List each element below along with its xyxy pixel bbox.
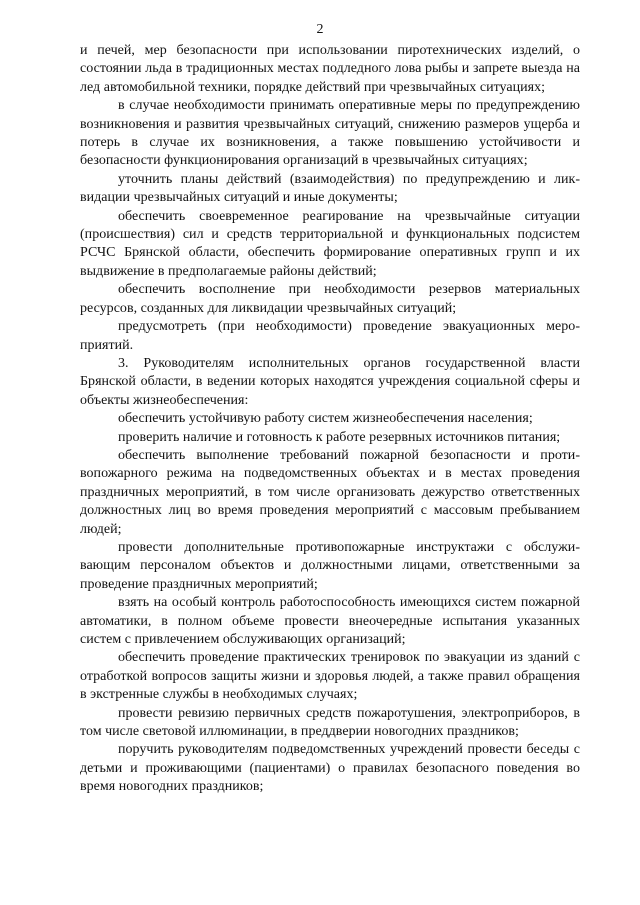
- paragraph: обеспечить своевременное реагирование на чрезвычайные ситуации (происшествия) сил и средств территориальной и функциональных подсистем РСЧС Брянской области, обеспечить формирование оперативных групп и их выдвижение в предполагаемые районы действий;: [80, 208, 580, 279]
- paragraph: предусмотреть (при необходимости) проведение эвакуационных мероприятий.: [80, 319, 580, 353]
- paragraph: взять на особый контроль работоспособность имеющихся систем пожарной автоматики, в полном объеме провести внеочередные испытания указанных систем с привлечением обслуживающих организаций;: [80, 595, 580, 647]
- paragraph: поручить руководителям подведомственных учреждений провести беседы с детьми и проживающими (пациентами) о правилах безопасного поведения во время новогодних праздников;: [80, 742, 580, 795]
- paragraph: провести дополнительные противопожарные инструктажи с обслуживающим персоналом объектов и должностными лицами, ответственными за проведение праздничных мероприятий;: [80, 539, 580, 592]
- paragraph: обеспечить проведение практических тренировок по эвакуации из зданий с отработкой вопросов защиты жизни и здоровья людей, а также правил обращения в экстренные службы в необходимых случаях;: [80, 650, 580, 703]
- numbered-paragraph: 3. Руководителям исполнительных органов государственной власти Брянской области, в ведении которых находятся учреждения социальной сферы и объекты жизнеобеспечения:: [80, 355, 580, 408]
- paragraph: провести ревизию первичных средств пожаротушения, электроприборов, в том числе световой иллюминации, в преддверии новогодних праздников;: [80, 705, 580, 740]
- paragraph: обеспечить восполнение при необходимости резервов материальных ресурсов, созданных для ликвидации чрезвычайных ситуаций;: [80, 282, 580, 316]
- paragraph: обеспечить выполнение требований пожарной безопасности и противопожарного режима на подведомственных объектах и в местах проведения праздничных мероприятий, в том числе организовать дежурство ответственных должностных лиц во время проведения мероприятий с массовым пребыванием людей;: [80, 447, 580, 537]
- paragraph: в случае необходимости принимать оперативные меры по предупреждению возникновения и развития чрезвычайных ситуаций, снижению размеров ущерба и потерь в случае их возникновения, а также повышению устойчивости и безопасности функционирования организаций в чрезвычайных ситуациях;: [80, 98, 580, 169]
- paragraph-continued: и печей, мер безопасности при использовании пиротехнических изделий, о состоянии льда в традиционных местах подледного лова рыбы и запрете выезда на лед автомобильной техники, порядке действий при чрезвычайных ситуациях;: [80, 43, 580, 95]
- paragraph: проверить наличие и готовность к работе резервных источников питания;: [118, 429, 561, 445]
- paragraph: обеспечить устойчивую работу систем жизнеобеспечения населения;: [118, 411, 533, 427]
- document-body: [80, 42, 580, 797]
- page-number: 2: [316, 22, 324, 37]
- paragraph: уточнить планы действий (взаимодействия) по предупреждению и ликвидации чрезвычайных ситуаций и иные документы;: [80, 171, 580, 206]
